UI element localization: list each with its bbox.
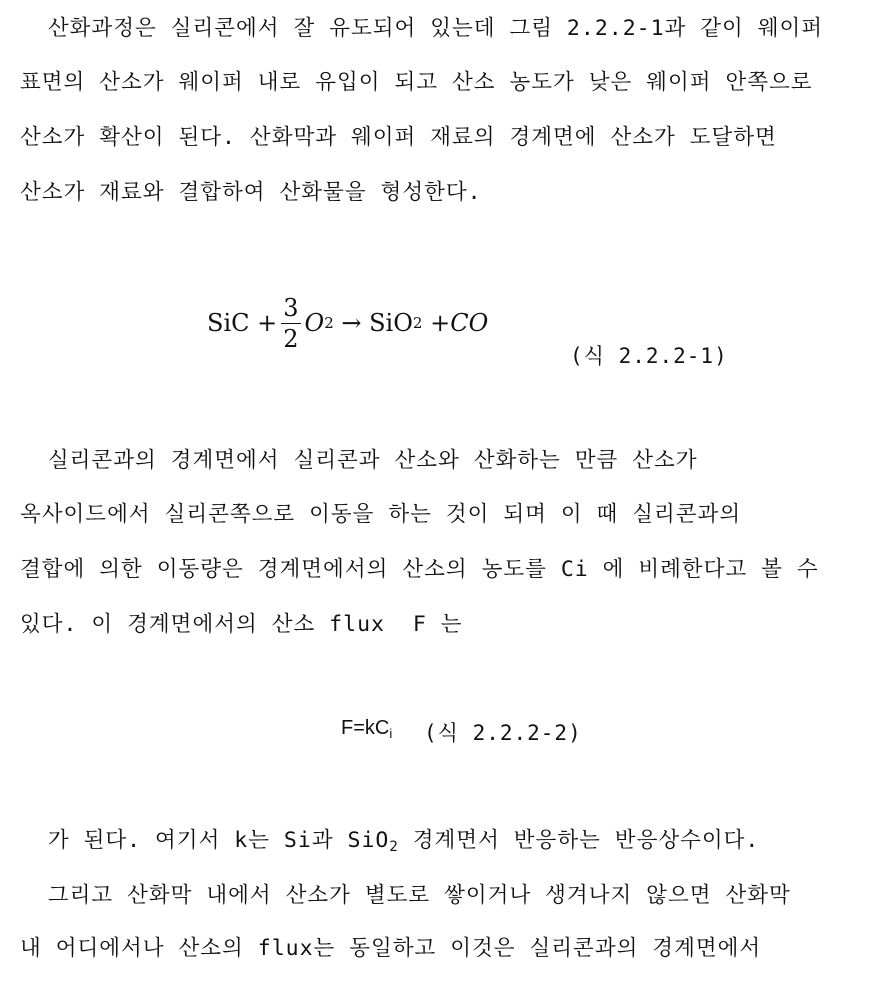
equation-1 bbox=[207, 288, 488, 358]
equation-1-fraction bbox=[281, 293, 300, 353]
paragraph-2-line-3: 결합에 의한 이동량은 경계면에서의 산소의 농도를 Ci 에 비례한다고 볼 수 bbox=[20, 557, 819, 582]
equation-2-text: F=kC bbox=[341, 717, 390, 739]
equation-1-label: (식 2.2.2-1) bbox=[570, 344, 728, 368]
paragraph-3-line-1 bbox=[20, 826, 872, 862]
paragraph-3-line-3: 내 어디에서나 산소의 flux는 동일하고 이것은 실리콘과의 경계면에서 bbox=[20, 936, 762, 961]
paragraph-1-line-1: 산화과정은 실리콘에서 잘 유도되어 있는데 그림 2.2.2-1과 같이 웨이퍼 bbox=[20, 16, 824, 41]
paragraph-3-line-1-b: 경계면서 반응하는 반응상수이다. bbox=[398, 828, 760, 853]
fraction-denominator: 2 bbox=[283, 324, 299, 353]
equation-1-oxygen-subscript: 2 bbox=[324, 314, 334, 332]
paragraph-1-line-3: 산소가 확산이 된다. 산화막과 웨이퍼 재료의 경계면에 산소가 도달하면 bbox=[20, 125, 777, 150]
equation-2-label: (식 2.2.2-2) bbox=[424, 721, 582, 745]
fraction-numerator: 3 bbox=[283, 293, 299, 322]
equation-1-oxygen: O bbox=[304, 309, 325, 337]
paragraph-3-line-1-a: 가 된다. 여기서 k는 Si과 SiO bbox=[20, 828, 390, 853]
paragraph-2-line-1: 실리콘과의 경계면에서 실리콘과 산소와 산화하는 만큼 산소가 bbox=[20, 448, 698, 473]
paragraph-2-line-2: 옥사이드에서 실리콘쪽으로 이동을 하는 것이 되며 이 때 실리콘과의 bbox=[20, 502, 742, 527]
equation-1-co: CO bbox=[450, 309, 489, 337]
paragraph-1-line-4: 산소가 재료와 결합하여 산화물을 형성한다. bbox=[20, 180, 482, 205]
equation-1-arrow-sio: → SiO bbox=[333, 309, 413, 337]
equation-1-sic: SiC + bbox=[207, 309, 278, 337]
fraction-bar bbox=[281, 323, 300, 324]
equation-1-plus: + bbox=[422, 309, 451, 337]
paragraph-1-line-2: 표면의 산소가 웨이퍼 내로 유입이 되고 산소 농도가 낮은 웨이퍼 안쪽으로 bbox=[20, 70, 813, 95]
equation-2 bbox=[341, 717, 392, 741]
paragraph-3-line-1-subscript: 2 bbox=[389, 839, 399, 855]
paragraph-3-line-2: 그리고 산화막 내에서 산소가 별도로 쌓이거나 생겨나지 않으면 산화막 bbox=[20, 883, 791, 908]
paragraph-2-line-4: 있다. 이 경계면에서의 산소 flux F 는 bbox=[20, 612, 463, 637]
equation-1-sio-subscript: 2 bbox=[412, 314, 423, 332]
equation-2-subscript: i bbox=[389, 726, 393, 741]
